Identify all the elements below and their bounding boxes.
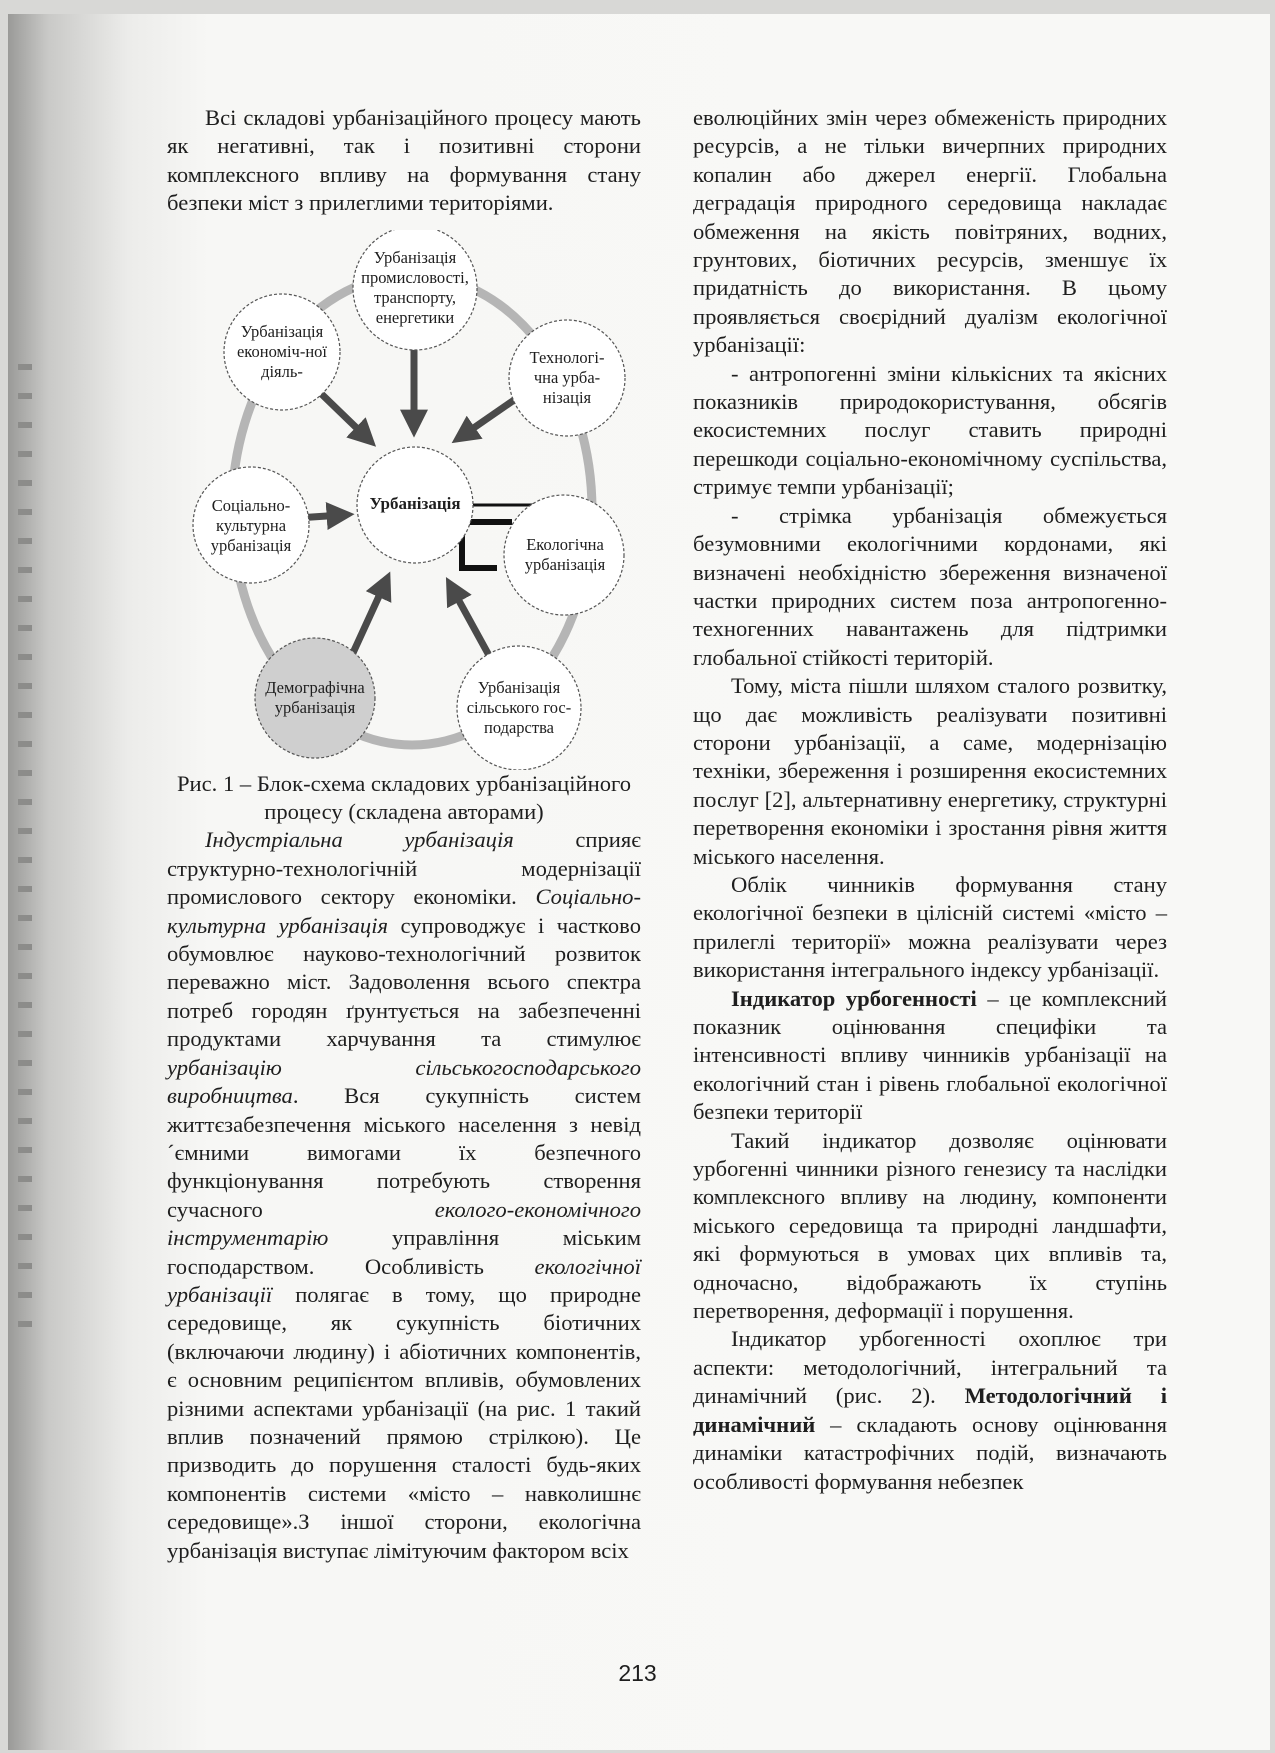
industrial-paragraph [167, 826, 641, 1565]
indicator-definition [693, 985, 1167, 1127]
aspects-paragraph [693, 1325, 1167, 1495]
term-indicator: Індикатор урбогенності [731, 985, 977, 1011]
term-sociocultural: Соціально-культурна урбанізація [167, 884, 641, 938]
right-column [693, 104, 1167, 1496]
node-left-label: Соціально-культурна урбанізація [210, 495, 292, 555]
node-top-label: Урбанізація промисловості, транспорту, енергетики [361, 247, 469, 327]
term-methodological: Методологічний і динамічний [693, 1383, 1167, 1437]
term-industrial: Індустріальна урбанізація [205, 827, 514, 853]
arrow-upper-right [462, 398, 517, 436]
page-number: 213 [618, 1660, 657, 1686]
text-span: сприяє структурно-технологічній модернізації промислового сектору економіки. [167, 827, 641, 910]
term-eco-economic: еколого-економічного інструментарію [167, 1196, 641, 1251]
center-label: Урбанізація [369, 493, 461, 513]
left-column [167, 104, 641, 1565]
spine-shadow-marks [18, 364, 38, 1350]
text-span: – це комплексний показник оцінювання специфіки та інтенсивності впливу чинників урбанізації на екологічний стан і рівень глобальної екологічної безпеки території [693, 985, 1167, 1125]
continuation-paragraph: еволюційних змін через обмеженість природних ресурсів, а не тільки вичерпних природних копалин або джерел енергії. Глобальна деградація природного середовища накладає обмеження на якість повітряних, водних, грунтових, біотичних ресурсів, зменшує їх придатність до використання. В цьому проявляється своєрідний дуалізм екологічної урбанізації: [693, 105, 1167, 358]
node-lower-left-label: Демографічна урбанізація [265, 677, 365, 717]
text-span: – складають основу оцінювання динаміки катастрофічних подій, визначають особливості формування небезпек [693, 1411, 1167, 1494]
sustainable-paragraph: Тому, міста пішли шляхом сталого розвитку, що дає можливість реалізувати позитивні сторони урбанізації, а саме, модернізацію техніки, збереження і розширення екосистемних послуг [2], альтернативну енергетику, структурні перетворення економіки і зростання рівня життя міського населення. [693, 673, 1167, 869]
bullet-item: - стрімка урбанізація обмежується безумовними екологічними кордонами, які визначені необхідністю збереження визначеної частки природних систем поза антропогенно-техногенних навантажень для підтримки глобальної стійкості територій. [693, 502, 1167, 670]
text-span: Індикатор урбогенності охоплює три аспекти: методологічний, інтегральний та динамічний (рис. 2). [693, 1326, 1167, 1409]
text-span: супроводжує і частково обумовлює науково-технологічний розвиток переважно міст. Задоволення всього спектра потреб городян ґрунтується на забезпеченні продуктами харчування та стимулює [167, 912, 641, 1052]
node-right-label: Екологічна урбанізація [524, 534, 606, 574]
node-upper-right-label: Технологі-чна урба-нізація [529, 347, 605, 407]
node-lower-right-label: Урбанізація сільського гос-подарства [466, 677, 572, 737]
bullet-item: - антропогенні зміни кількісних та якісних показників природокористування, обсягів екосистемних послуг ставить природні перешкоди соціально-економічному суспільства, стримує темпи урбанізації; [693, 360, 1167, 500]
term-agricultural: урбанізацію сільськогосподарського виробництва [167, 1054, 641, 1109]
node-upper-left-label: Урбанізація економіч-ної діяль- [236, 321, 327, 381]
text-span: . Вся сукупність систем життєзабезпечення міського населення з невід´ємними вимогами їх безпечного функціонування потребують створення сучасного [167, 1083, 641, 1222]
intro-paragraph: Всі складові урбанізаційного процесу мають як негативні, так і позитивні сторони комплексного впливу на формування стану безпеки міст з прилеглими територіями. [167, 105, 641, 216]
text-span: полягає в тому, що природне середовище, як сукупність біотичних (включаючи людину) і абіотичних компонентів, є основним реципієнтом впливів, обумовлених різними аспектами урбанізації (на рис. 1 такий вплив позначений прямою стрілкою). Це призводить до порушення сталості будь-яких компонентів системи «місто – навколишнє середовище».З іншої сторони, екологічна урбанізація виступає лімітуючим фактором всіх [167, 1281, 641, 1563]
accounting-paragraph: Облік чинників формування стану екологічної безпеки в цілісній системі «місто – прилеглі території» можна реалізувати через використання інтегрального індексу урбанізації. [693, 871, 1167, 983]
figure-caption: Рис. 1 – Блок-схема складових урбанізаційного процесу (складена авторами) [176, 770, 632, 825]
urbanization-block-diagram [167, 230, 641, 770]
indicator-paragraph: Такий індикатор дозволяє оцінювати урбогенні чинники різного генезису та наслідки комплексного впливу на людину, компоненти міського середовища та природні ландшафти, які формуються в умовах цих впливів та, одночасно, відображають їх ступінь перетворення, деформації і порушення. [693, 1127, 1167, 1324]
text-span: управління міським господарством. Особливість [167, 1225, 641, 1279]
term-ecological: екологічної урбанізації [167, 1253, 641, 1307]
